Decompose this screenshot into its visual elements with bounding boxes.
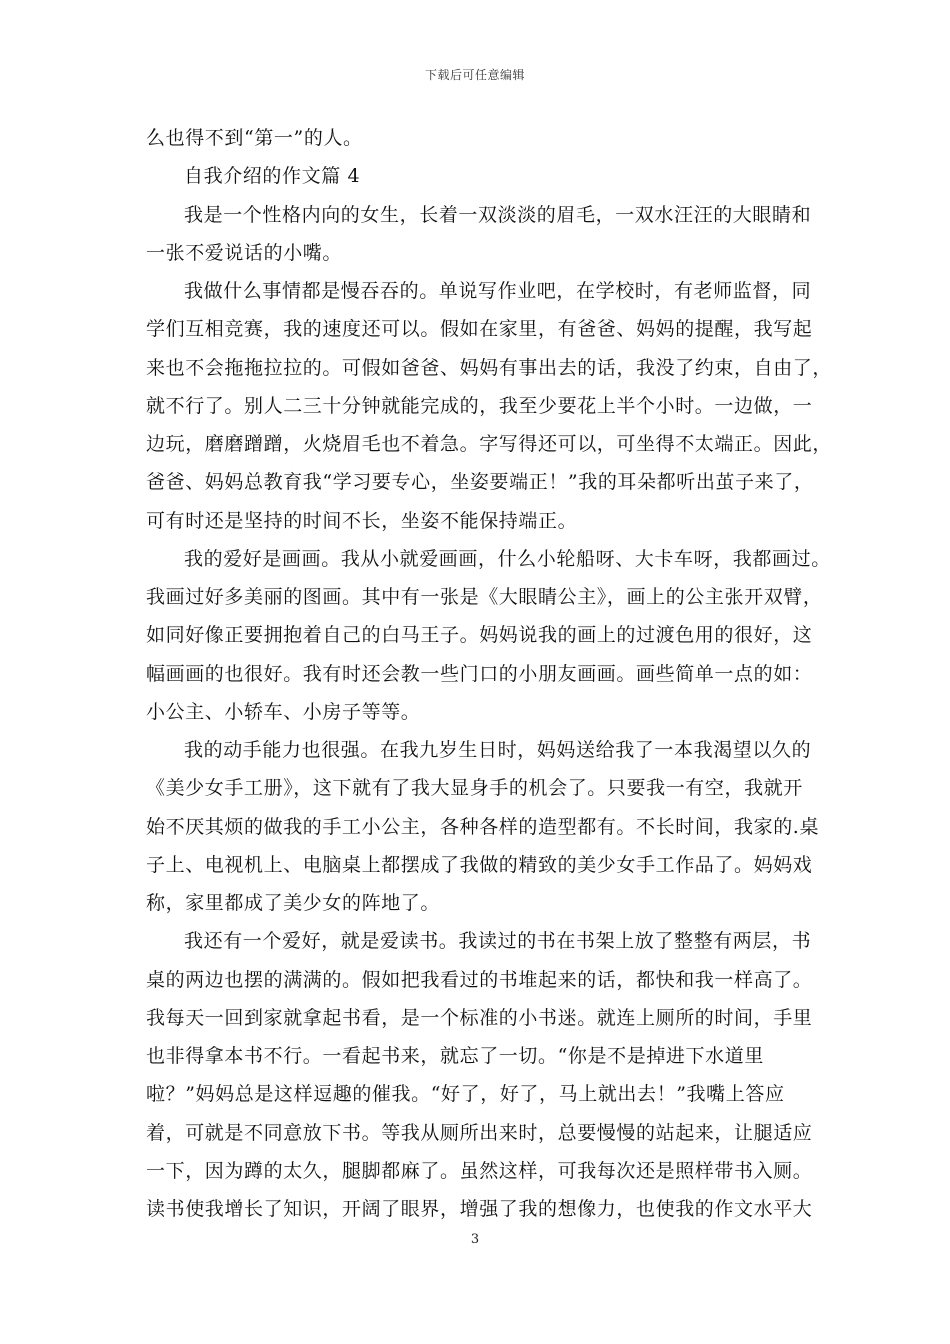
text-line: 桌的两边也摆的满满的。假如把我看过的书堆起来的话，都快和我一样高了。 [146, 968, 813, 991]
text-line: 我是一个性格内向的女生，长着一双淡淡的眉毛，一双水汪汪的大眼睛和 [184, 203, 812, 226]
text-line: 爸爸、妈妈总教育我“学习要专心，坐姿要端正！”我的耳朵都听出茧子来了， [146, 471, 814, 494]
text-line: 就不行了。别人二三十分钟就能完成的，我至少要花上半个小时。一边做，一 [146, 394, 813, 417]
text-line: 么也得不到“第一”的人。 [146, 127, 363, 149]
text-line: 称，家里都成了美少女的阵地了。 [146, 892, 441, 914]
text-line: 如同好像正要拥抱着自己的白马王子。妈妈说我的画上的过渡色用的很好，这 [146, 624, 813, 647]
text-line: 一张不爱说话的小嘴。 [146, 241, 343, 264]
text-line: 子上、电视机上、电脑桌上都摆成了我做的精致的美少女手工作品了。妈妈戏 [146, 853, 813, 876]
document-body [146, 119, 833, 1228]
text-line: 边玩，磨磨蹭蹭，火烧眉毛也不着急。字写得还可以，可坐得不太端正。因此， [146, 433, 833, 455]
text-line: 《美少女手工册》，这下就有了我大显身手的机会了。只要我一有空，我就开 [146, 777, 803, 800]
text-line: 来也不会拖拖拉拉的。可假如爸爸、妈妈有事出去的话，我没了约束，自由了， [146, 356, 833, 379]
text-line: 自我介绍的作文篇 4 [184, 165, 361, 188]
text-line: 小公主、小轿车、小房子等等。 [146, 700, 421, 723]
text-line: 啦？”妈妈总是这样逗趣的催我。“好了，好了，马上就出去！”我嘴上答应 [146, 1083, 785, 1106]
text-line: 幅画画的也很好。我有时还会教一些门口的小朋友画画。画些简单一点的如： [146, 662, 813, 685]
page-number: 3 [470, 1232, 480, 1247]
text-line: 我每天一回到家就拿起书看，是一个标准的小书迷。就连上厕所的时间，手里 [146, 1006, 813, 1029]
text-line: 也非得拿本书不行。一看起书来，就忘了一切。“你是不是掉进下水道里 [146, 1045, 764, 1067]
text-line: 一下，因为蹲的太久，腿脚都麻了。虽然这样，可我每次还是照样带书入厕。 [146, 1159, 813, 1182]
text-line: 我的爱好是画画。我从小就爱画画，什么小轮船呀、大卡车呀，我都画过。 [184, 547, 831, 570]
text-line: 始不厌其烦的做我的手工小公主，各种各样的造型都有。不长时间，我家的.桌 [146, 815, 820, 838]
text-line: 我还有一个爱好，就是爱读书。我读过的书在书架上放了整整有两层，书 [184, 930, 812, 953]
text-line: 我做什么事情都是慢吞吞的。单说写作业吧，在学校时，有老师监督，同 [184, 280, 812, 302]
text-line: 学们互相竞赛，我的速度还可以。假如在家里，有爸爸、妈妈的提醒，我写起 [146, 318, 813, 341]
text-line: 我画过好多美丽的图画。其中有一张是《大眼睛公主》，画上的公主张开双臂， [146, 586, 823, 608]
text-line: 我的动手能力也很强。在我九岁生日时，妈妈送给我了一本我渴望以久的 [184, 739, 812, 761]
text-line: 可有时还是坚持的时间不长，坐姿不能保持端正。 [146, 509, 578, 532]
text-line: 着，可就是不同意放下书。等我从厕所出来时，总要慢慢的站起来，让腿适应 [146, 1121, 813, 1144]
page-header: 下载后可任意编辑 [424, 68, 525, 82]
text-line: 读书使我增长了知识，开阔了眼界，增强了我的想像力，也使我的作文水平大 [146, 1198, 813, 1220]
